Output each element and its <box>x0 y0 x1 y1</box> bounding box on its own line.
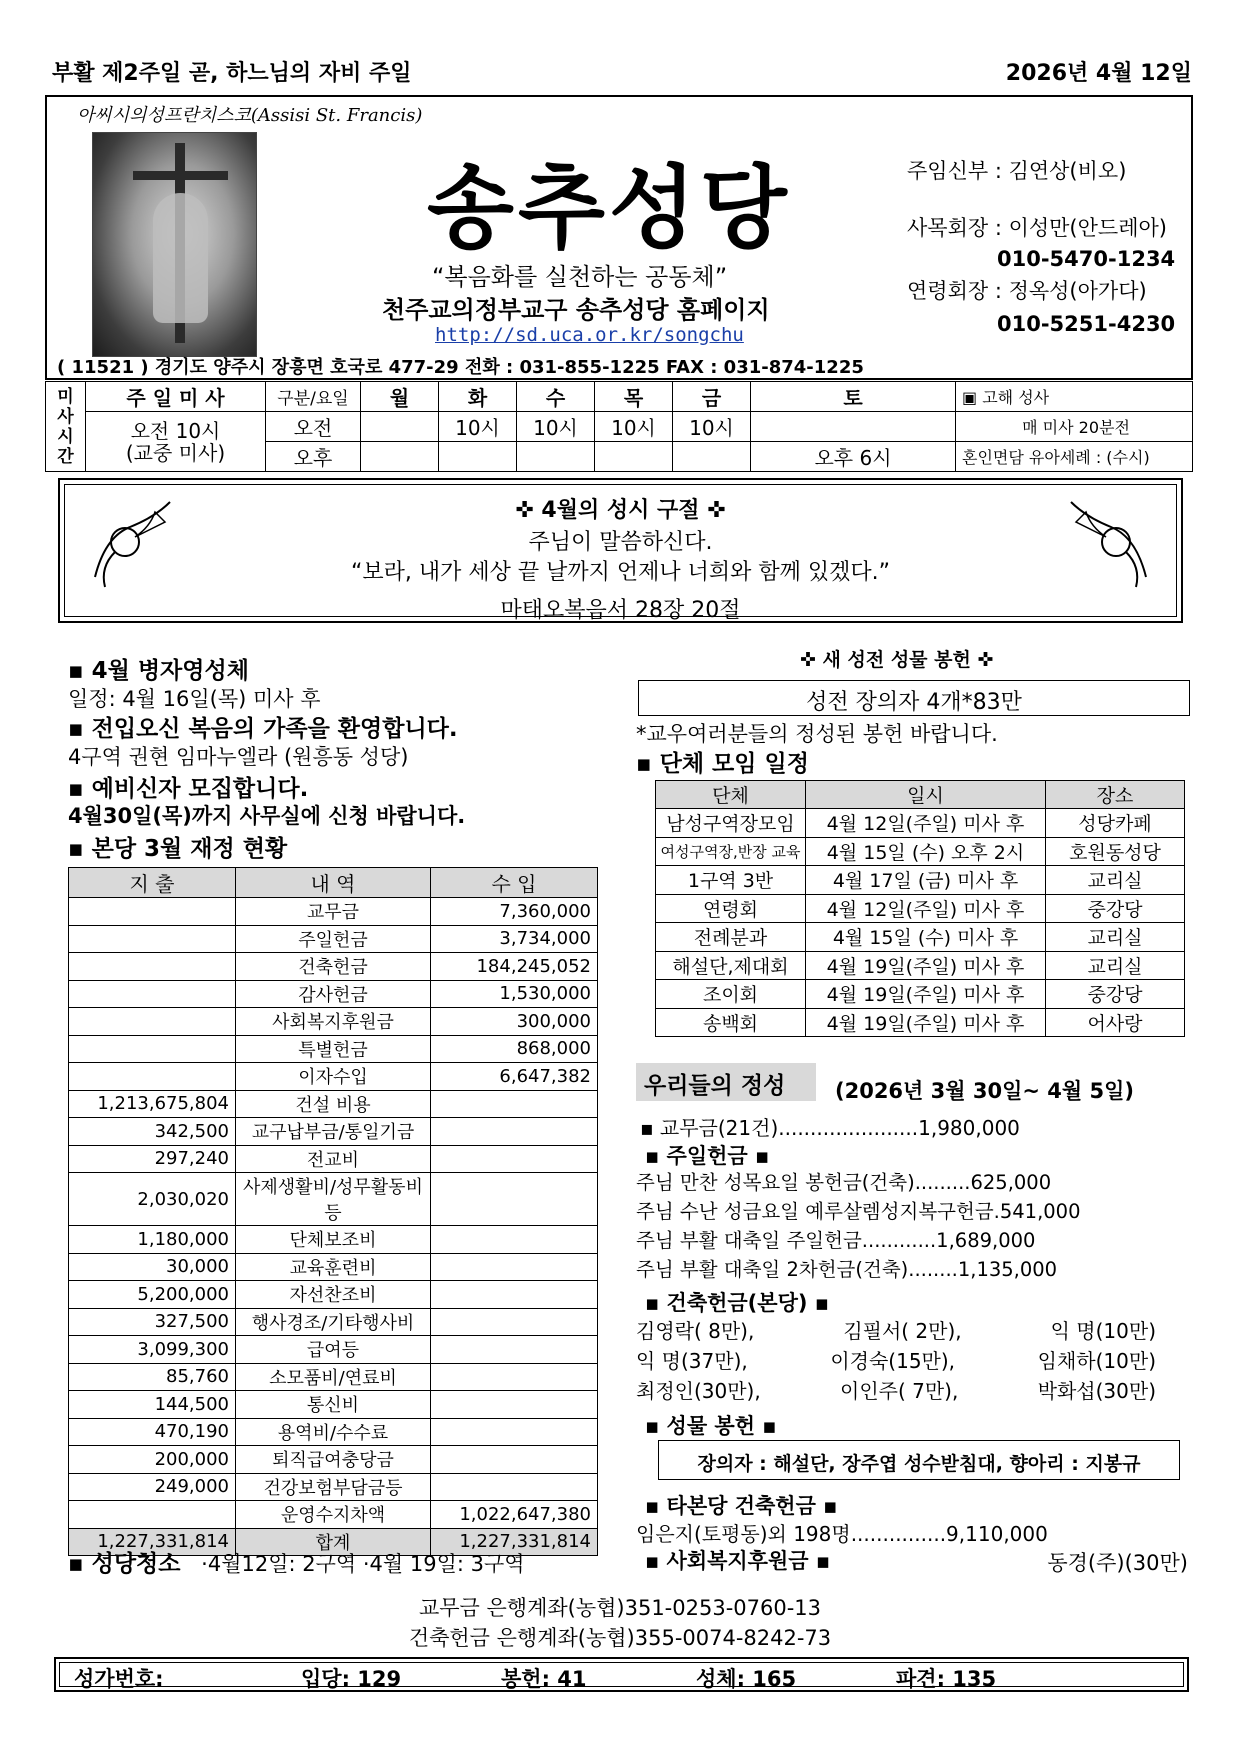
finance-row <box>69 1363 598 1391</box>
sunday-mass-time: 오전 10시 (교중 미사) <box>86 412 266 472</box>
item-cell: 통신비 <box>236 1391 431 1419</box>
kyomu-row <box>640 1112 1020 1141</box>
donor: 임채하(10만) <box>1037 1349 1156 1373</box>
grp-head-place: 장소 <box>1046 781 1185 809</box>
group-row <box>656 923 1185 952</box>
expense-cell <box>69 1501 236 1529</box>
finance-head-income: 수 입 <box>431 868 598 898</box>
item-cell: 교무금 <box>236 898 431 926</box>
expense-cell: 249,000 <box>69 1473 236 1501</box>
pm-tue <box>439 442 517 472</box>
consult-note: 혼인면담 유아세례 : (수시) <box>956 442 1193 472</box>
hymn-offertory: 봉헌: 41 <box>501 1667 587 1691</box>
finance-row <box>69 1118 598 1146</box>
header-box <box>45 95 1193 380</box>
group-schedule-table <box>655 780 1185 1037</box>
welcome-title: ▪ 전입오신 복음의 가족을 환영합니다. <box>68 716 458 742</box>
parish-address: ( 11521 ) 경기도 양주시 장흥면 호국로 477-29 전화 : 031-855-1225 FAX : 031-874-1225 <box>57 357 864 378</box>
expense-cell: 470,190 <box>69 1418 236 1446</box>
item-cell: 교구납부금/통일기금 <box>236 1118 431 1146</box>
hymn-dismissal: 파견: 135 <box>896 1667 997 1691</box>
income-cell <box>431 1281 598 1309</box>
income-cell <box>431 1308 598 1336</box>
other-parish-title: ▪ 타본당 건축헌금 ▪ <box>645 1494 838 1518</box>
sunday-offering-list <box>636 1168 1081 1284</box>
item-cell: 건강보험부담금등 <box>236 1473 431 1501</box>
account-kyomu: 교무금 은행계좌(농협)351-0253-0760-13 <box>418 1596 822 1620</box>
group-cell: 전례분과 <box>656 923 806 952</box>
group-cell: 조이회 <box>656 980 806 1009</box>
sunday-offering-row: 주님 수난 성금요일 예루살렘성지복구헌금.541,000 <box>636 1200 1081 1223</box>
offering-tag: 우리들의 정성 <box>636 1063 816 1101</box>
mass-schedule-table <box>45 381 1193 472</box>
income-cell <box>431 1090 598 1118</box>
donor: 박화섭(30만) <box>1037 1379 1156 1403</box>
finance-rows <box>69 898 598 1556</box>
day-mon: 월 <box>361 382 439 412</box>
am-wed: 10시 <box>517 412 595 442</box>
item-cell: 특별헌금 <box>236 1035 431 1063</box>
donor: 최정인(30만), <box>636 1379 761 1403</box>
item-cell: 급여등 <box>236 1336 431 1364</box>
group-cell: 남성구역장모임 <box>656 809 806 838</box>
pm-fri <box>673 442 751 472</box>
income-cell <box>431 1391 598 1419</box>
building-list <box>636 1316 1156 1406</box>
hymn-box <box>54 1657 1189 1692</box>
finance-row <box>69 1090 598 1118</box>
offer-box: 성전 장의자 4개*83만 <box>638 680 1190 716</box>
funeral-president-phone: 010-5251-4230 <box>997 312 1176 336</box>
catechumen-title: ▪ 예비신자 모집합니다. <box>68 776 309 802</box>
donor: 김영락( 8만), <box>636 1319 755 1343</box>
income-cell: 1,022,647,380 <box>431 1501 598 1529</box>
parish-motto: “복음화를 실천하는 공동체” <box>432 263 728 291</box>
sick-communion-title: ▪ 4월 병자영성체 <box>68 658 249 684</box>
sunday-offering-row: 주님 부활 대축일 주일헌금............1,689,000 <box>636 1229 1036 1252</box>
grp-head-group: 단체 <box>656 781 806 809</box>
place-cell: 호원동성당 <box>1046 837 1185 866</box>
expense-cell: 342,500 <box>69 1118 236 1146</box>
sunday-offering-title: ▪ 주일헌금 ▪ <box>645 1144 770 1168</box>
cleaning-title: ▪ 성당청소 <box>68 1551 181 1577</box>
hymn-communion: 성체: 165 <box>696 1667 797 1691</box>
item-cell: 건설 비용 <box>236 1090 431 1118</box>
other-parish-row: 임은지(토평동)외 198명...............9,110,000 <box>636 1522 1048 1546</box>
donor: 이경숙(15만), <box>830 1349 956 1373</box>
finance-row <box>69 1308 598 1336</box>
homepage-link[interactable]: http://sd.uca.or.kr/songchu <box>435 324 744 346</box>
donor: 익 명(37만), <box>636 1349 748 1373</box>
item-cell: 전교비 <box>236 1145 431 1173</box>
sunday-offering-row: 주님 부활 대축일 2차헌금(건축)........1,135,000 <box>636 1258 1058 1281</box>
expense-cell: 200,000 <box>69 1446 236 1474</box>
pm-label: 오후 <box>266 442 361 472</box>
donor: 이인주( 7만), <box>840 1379 959 1403</box>
sick-communion-text: 일정: 4월 16일(목) 미사 후 <box>68 687 321 711</box>
item-cell: 용역비/수수료 <box>236 1418 431 1446</box>
time-cell: 4월 12일(주일) 미사 후 <box>806 894 1046 923</box>
offer-title: ✜ 새 성전 성물 봉헌 ✜ <box>800 649 994 671</box>
expense-cell: 1,227,331,814 <box>69 1528 236 1556</box>
expense-cell <box>69 1035 236 1063</box>
time-cell: 4월 19일(주일) 미사 후 <box>806 951 1046 980</box>
item-cell: 교육훈련비 <box>236 1253 431 1281</box>
welfare-title: ▪ 사회복지후원금 ▪ <box>645 1549 831 1573</box>
group-cell: 1구역 3반 <box>656 866 806 895</box>
finance-row <box>69 1226 598 1254</box>
expense-cell <box>69 1008 236 1036</box>
confession-time: 매 미사 20분전 <box>956 412 1193 442</box>
income-cell <box>431 1118 598 1146</box>
expense-cell: 5,200,000 <box>69 1281 236 1309</box>
item-cell: 자선찬조비 <box>236 1281 431 1309</box>
finance-row <box>69 1391 598 1419</box>
verse-line-1: 주님이 말씀하신다. <box>528 530 713 555</box>
finance-row <box>69 1446 598 1474</box>
finance-row <box>69 1173 598 1226</box>
finance-row <box>69 1418 598 1446</box>
income-cell <box>431 1473 598 1501</box>
income-cell: 300,000 <box>431 1008 598 1036</box>
sunday-mass-head: 주 일 미 사 <box>86 382 266 412</box>
finance-row <box>69 1501 598 1529</box>
income-cell: 1,530,000 <box>431 980 598 1008</box>
expense-cell: 3,099,300 <box>69 1336 236 1364</box>
building-title: ▪ 건축헌금(본당) ▪ <box>645 1291 829 1315</box>
group-row <box>656 837 1185 866</box>
group-row <box>656 809 1185 838</box>
place-cell: 중강당 <box>1046 980 1185 1009</box>
kyomu-text: ▪ 교무금(21건)......................1,980,000 <box>640 1116 1020 1140</box>
group-row <box>656 894 1185 923</box>
group-cell: 송백회 <box>656 1008 806 1037</box>
finance-row <box>69 925 598 953</box>
expense-cell <box>69 1063 236 1091</box>
place-cell: 교리실 <box>1046 923 1185 952</box>
group-row <box>656 1008 1185 1037</box>
finance-table <box>68 867 598 1556</box>
finance-row <box>69 1008 598 1036</box>
time-cell: 4월 15일 (수) 오후 2시 <box>806 837 1046 866</box>
day-sat: 토 <box>751 382 956 412</box>
finance-row <box>69 898 598 926</box>
item-cell: 운영수지차액 <box>236 1501 431 1529</box>
am-mon <box>361 412 439 442</box>
group-row <box>656 866 1185 895</box>
time-cell: 4월 15일 (수) 미사 후 <box>806 923 1046 952</box>
expense-cell: 297,240 <box>69 1145 236 1173</box>
council-president-phone: 010-5470-1234 <box>997 247 1176 271</box>
parish-title: 송추성당 <box>427 156 791 261</box>
item-cell: 행사경조/기타행사비 <box>236 1308 431 1336</box>
income-cell: 6,647,382 <box>431 1063 598 1091</box>
pm-wed <box>517 442 595 472</box>
patron-saint: 아씨시의성프란치스코(Assisi St. Francis) <box>77 105 423 126</box>
group-rows <box>656 809 1185 1037</box>
income-cell <box>431 1363 598 1391</box>
income-cell <box>431 1226 598 1254</box>
finance-row <box>69 980 598 1008</box>
finance-head-expense: 지 출 <box>69 868 236 898</box>
place-cell: 어사랑 <box>1046 1008 1185 1037</box>
donor: 익 명(10만) <box>1050 1319 1156 1343</box>
income-cell <box>431 1418 598 1446</box>
group-cell: 해설단,제대회 <box>656 951 806 980</box>
am-fri: 10시 <box>673 412 751 442</box>
hymn-label: 성가번호: <box>74 1667 164 1691</box>
bulletin-date: 2026년 4월 12일 <box>1005 61 1192 86</box>
monthly-verse-box <box>58 478 1183 623</box>
group-cell: 여성구역장,반장 교육 <box>656 837 806 866</box>
income-cell: 1,227,331,814 <box>431 1528 598 1556</box>
pm-thu <box>595 442 673 472</box>
expense-cell: 144,500 <box>69 1391 236 1419</box>
finance-row <box>69 1473 598 1501</box>
cleaning-text: ·4월12일: 2구역 ·4월 19일: 3구역 <box>201 1552 525 1576</box>
item-cell: 주일헌금 <box>236 925 431 953</box>
homepage-label: 천주교의정부교구 송추성당 홈페이지 <box>382 296 770 324</box>
item-cell: 합계 <box>236 1528 431 1556</box>
expense-cell: 327,500 <box>69 1308 236 1336</box>
finance-row <box>69 1145 598 1173</box>
welcome-text: 4구역 권현 임마누엘라 (원흥동 성당) <box>68 745 409 769</box>
income-cell <box>431 1145 598 1173</box>
item-cell: 사제생활비/성무활동비등 <box>236 1173 431 1226</box>
time-cell: 4월 19일(주일) 미사 후 <box>806 1008 1046 1037</box>
group-row <box>656 980 1185 1009</box>
welfare-value: 동경(주)(30만) <box>1047 1551 1188 1575</box>
income-cell <box>431 1253 598 1281</box>
item-cell: 사회복지후원금 <box>236 1008 431 1036</box>
offer-note: *교우여러분들의 정성된 봉헌 바랍니다. <box>636 722 998 746</box>
hymn-entrance: 입당: 129 <box>301 1667 402 1691</box>
expense-cell <box>69 980 236 1008</box>
expense-cell <box>69 898 236 926</box>
expense-cell: 1,213,675,804 <box>69 1090 236 1118</box>
item-cell: 소모품비/연료비 <box>236 1363 431 1391</box>
day-tue: 화 <box>439 382 517 412</box>
finance-row <box>69 1035 598 1063</box>
verse-heading: ✜ 4월의 성시 구절 ✜ <box>515 498 726 523</box>
finance-head-item: 내 역 <box>236 868 431 898</box>
item-cell: 건축헌금 <box>236 953 431 981</box>
place-cell: 교리실 <box>1046 866 1185 895</box>
verse-reference: 마태오복음서 28장 20절 <box>500 598 741 623</box>
income-cell <box>431 1173 598 1226</box>
am-tue: 10시 <box>439 412 517 442</box>
finance-row <box>69 1063 598 1091</box>
place-cell: 중강당 <box>1046 894 1185 923</box>
sunday-offering-row: 주님 만찬 성목요일 봉헌금(건축).........625,000 <box>636 1171 1052 1194</box>
relic-title: ▪ 성물 봉헌 ▪ <box>645 1414 777 1438</box>
grp-head-time: 일시 <box>806 781 1046 809</box>
item-cell: 이자수입 <box>236 1063 431 1091</box>
cleaning-row <box>68 1545 525 1578</box>
am-label: 오전 <box>266 412 361 442</box>
funeral-president: 연령회장 : 정옥성(아가다) <box>907 279 1147 303</box>
income-cell: 3,734,000 <box>431 925 598 953</box>
council-president: 사목회장 : 이성만(안드레아) <box>907 216 1167 240</box>
income-cell: 868,000 <box>431 1035 598 1063</box>
finance-row <box>69 1336 598 1364</box>
place-cell: 성당카페 <box>1046 809 1185 838</box>
confession-label: ▣ 고해 성사 <box>956 382 1193 412</box>
occasion-title: 부활 제2주일 곧, 하느님의 자비 주일 <box>52 61 412 86</box>
catechumen-text: 4월30일(목)까지 사무실에 신청 바랍니다. <box>68 804 466 828</box>
verse-line-2: “보라, 내가 세상 끝 날까지 언제나 너희와 함께 있겠다.” <box>350 560 891 585</box>
place-cell: 교리실 <box>1046 951 1185 980</box>
day-thu: 목 <box>595 382 673 412</box>
relic-box: 장의자 : 해설단, 장주엽 성수받침대, 향아리 : 지봉규 <box>658 1440 1180 1480</box>
col-head: 구분/요일 <box>266 382 361 412</box>
day-fri: 금 <box>673 382 751 412</box>
expense-cell: 85,760 <box>69 1363 236 1391</box>
am-thu: 10시 <box>595 412 673 442</box>
expense-cell: 2,030,020 <box>69 1173 236 1226</box>
expense-cell <box>69 953 236 981</box>
finance-row <box>69 1253 598 1281</box>
pm-sat: 오후 6시 <box>751 442 956 472</box>
finance-row <box>69 953 598 981</box>
time-cell: 4월 17일 (금) 미사 후 <box>806 866 1046 895</box>
group-schedule-title: ▪ 단체 모임 일정 <box>636 751 809 777</box>
donor: 김필서( 2만), <box>843 1319 962 1343</box>
pm-mon <box>361 442 439 472</box>
offering-period: (2026년 3월 30일~ 4월 5일) <box>835 1079 1134 1103</box>
group-cell: 연령회 <box>656 894 806 923</box>
day-wed: 수 <box>517 382 595 412</box>
st-francis-image <box>92 132 257 357</box>
finance-row <box>69 1281 598 1309</box>
income-cell <box>431 1446 598 1474</box>
am-sat <box>751 412 956 442</box>
expense-cell <box>69 925 236 953</box>
item-cell: 감사헌금 <box>236 980 431 1008</box>
time-cell: 4월 12일(주일) 미사 후 <box>806 809 1046 838</box>
income-cell <box>431 1336 598 1364</box>
account-building: 건축헌금 은행계좌(농협)355-0074-8242-73 <box>408 1626 832 1650</box>
group-row <box>656 951 1185 980</box>
pastor: 주임신부 : 김연상(비오) <box>907 159 1127 183</box>
expense-cell: 1,180,000 <box>69 1226 236 1254</box>
expense-cell: 30,000 <box>69 1253 236 1281</box>
time-cell: 4월 19일(주일) 미사 후 <box>806 980 1046 1009</box>
income-cell: 184,245,052 <box>431 953 598 981</box>
item-cell: 단체보조비 <box>236 1226 431 1254</box>
finance-title: ▪ 본당 3월 재정 현황 <box>68 836 288 862</box>
income-cell: 7,360,000 <box>431 898 598 926</box>
mass-label: 미 사 시 간 <box>46 382 86 472</box>
item-cell: 퇴직급여충당금 <box>236 1446 431 1474</box>
